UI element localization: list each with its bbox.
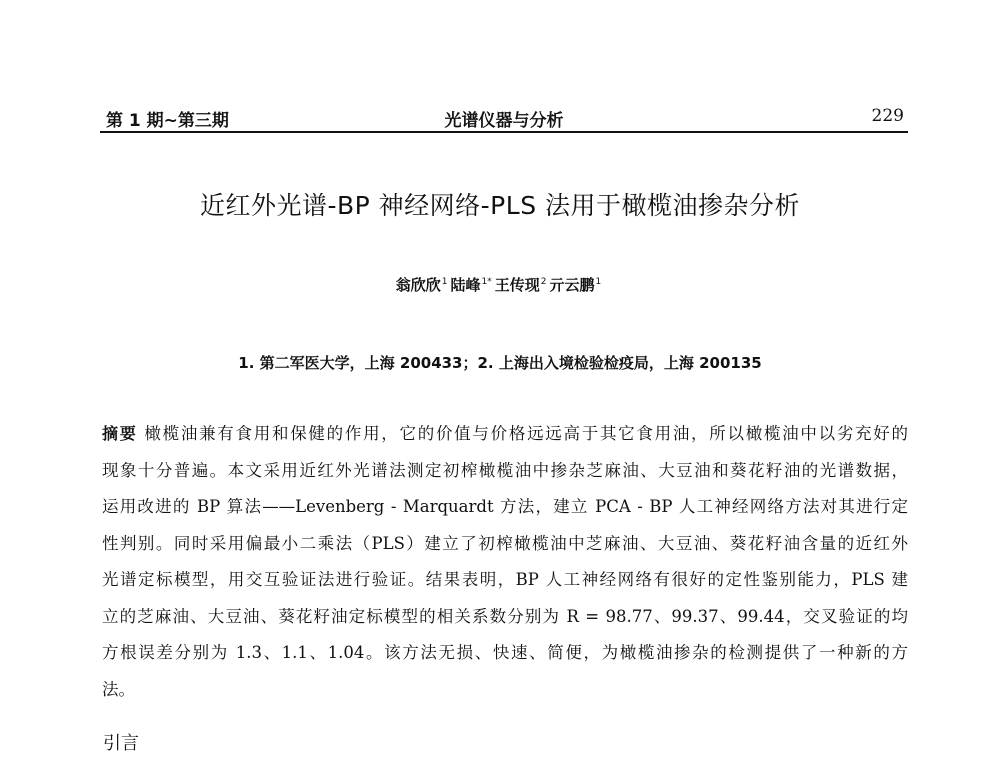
issue-label: 第 1 期~第三期 bbox=[106, 111, 229, 131]
author-mark: 2 bbox=[540, 277, 547, 287]
abstract-line: 方根误差分别为 1.3、1.1、1.04。该方法无损、快速、简便，为橄榄油掺杂的检测提供了一种新的方 bbox=[102, 643, 908, 662]
affiliations: 1. 第二军医大学，上海 200433；2. 上海出入境检验检疫局，上海 200135 bbox=[238, 354, 762, 372]
author-list bbox=[0, 274, 1000, 295]
author-mark: 1 bbox=[441, 277, 448, 287]
section-heading: 引言 bbox=[103, 733, 139, 754]
author-mark: 1 bbox=[595, 277, 602, 287]
header-rule bbox=[100, 131, 908, 133]
abstract bbox=[102, 424, 908, 716]
author-name: 王传现 bbox=[494, 276, 540, 294]
abstract-line: 运用改进的 BP 算法——Levenberg - Marquardt 方法，建立 PCA - BP 人工神经网络方法对其进行定 bbox=[102, 497, 908, 516]
paper-title: 近红外光谱-BP 神经网络-PLS 法用于橄榄油掺杂分析 bbox=[199, 191, 801, 220]
abstract-line: 现象十分普遍。本文采用近红外光谱法测定初榨橄榄油中掺杂芝麻油、大豆油和葵花籽油的光谱数据， bbox=[102, 460, 908, 480]
page-number: 229 bbox=[871, 106, 904, 126]
author-name: 亓云鹏 bbox=[549, 276, 595, 294]
journal-name: 光谱仪器与分析 bbox=[444, 111, 564, 131]
author-mark: 1* bbox=[481, 277, 492, 287]
abstract-label: 摘要 bbox=[102, 424, 138, 443]
running-header bbox=[100, 104, 908, 134]
abstract-line: 光谱定标模型，用交互验证法进行验证。结果表明，BP 人工神经网络有很好的定性鉴别能力，PLS 建 bbox=[102, 570, 908, 589]
author-name: 陆峰 bbox=[450, 276, 481, 294]
abstract-line: 法。 bbox=[102, 679, 135, 699]
abstract-line: 性判别。同时采用偏最小二乘法（PLS）建立了初榨橄榄油中芝麻油、大豆油、葵花籽油含量的近红外 bbox=[102, 533, 908, 553]
author-name: 翁欣欣 bbox=[395, 276, 441, 294]
abstract-line: 立的芝麻油、大豆油、葵花籽油定标模型的相关系数分别为 R = 98.77、99.37、99.44，交叉验证的均 bbox=[102, 606, 908, 626]
abstract-text: 橄榄油兼有食用和保健的作用，它的价值与价格远远高于其它食用油，所以橄榄油中以劣充好的 bbox=[144, 424, 908, 443]
abstract-line bbox=[102, 424, 908, 461]
